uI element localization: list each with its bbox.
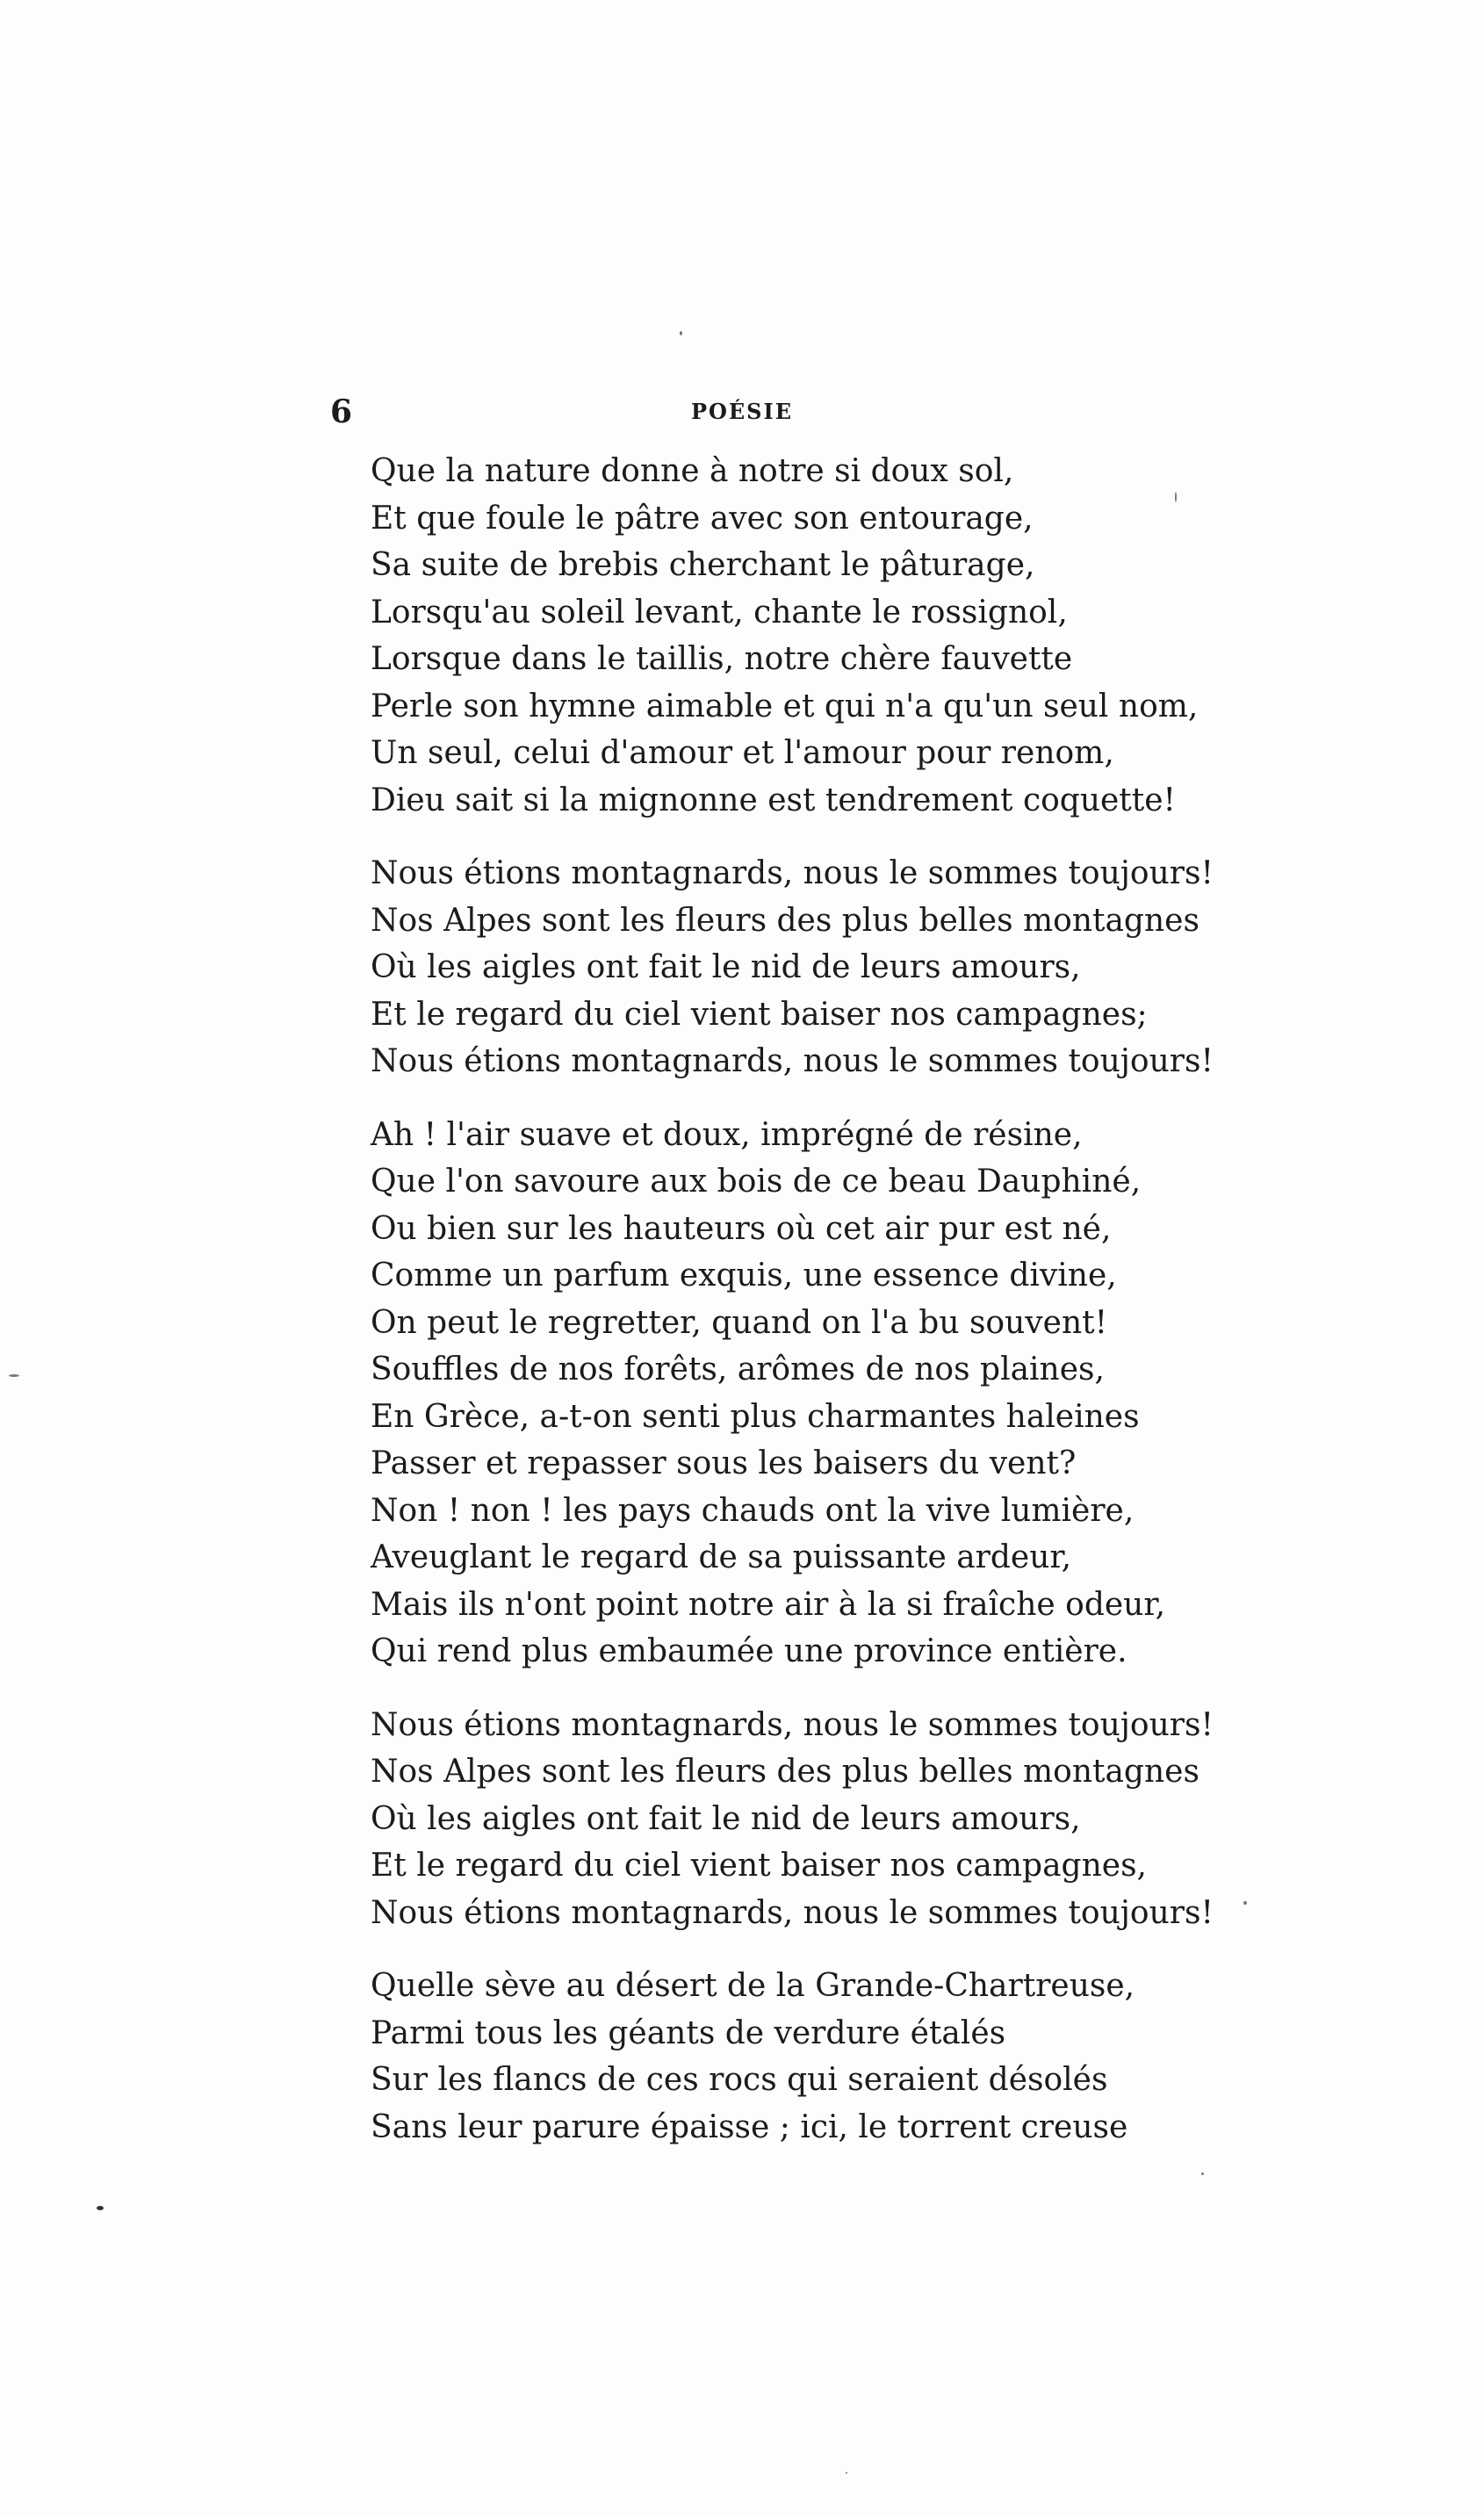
paper-speck (97, 2206, 104, 2210)
verse-line: Sa suite de brebis cherchant le pâturage, (371, 547, 1035, 583)
running-title: POÉSIE (690, 399, 794, 424)
paper-speck (680, 331, 682, 335)
verse-line: Passer et repasser sous les baisers du vent? (371, 1445, 1077, 1481)
verse-line: Et le regard du ciel vient baiser nos campagnes; (371, 996, 1148, 1033)
verse-line: En Grèce, a-t-on senti plus charmantes haleines (371, 1398, 1140, 1435)
stanza-3 (371, 1112, 1249, 1675)
verse-line: Mais ils n'ont point notre air à la si fraîche odeur, (371, 1586, 1166, 1623)
stanza-5 (371, 1963, 1249, 2151)
verse-line: Où les aigles ont fait le nid de leurs amours, (371, 949, 1081, 985)
verse-line: Sans leur parure épaisse ; ici, le torrent creuse (371, 2108, 1128, 2145)
verse-line: Et le regard du ciel vient baiser nos campagnes, (371, 1848, 1147, 1884)
verse-line: Lorsque dans le taillis, notre chère fauvette (371, 641, 1073, 677)
paper-speck (846, 2472, 847, 2474)
stanza-1 (371, 448, 1249, 824)
page-number: 6 (330, 393, 353, 430)
verse-line: Qui rend plus embaumée une province entière. (371, 1633, 1127, 1669)
verse-line: On peut le regretter, quand on l'a bu souvent! (371, 1304, 1108, 1341)
verse-line: Que l'on savoure aux bois de ce beau Dauphiné, (371, 1164, 1142, 1200)
stanza-2 (371, 850, 1249, 1085)
verse-line: Nous étions montagnards, nous le sommes toujours! (371, 1043, 1214, 1079)
paper-speck (1175, 492, 1177, 502)
poem-body (371, 448, 1249, 2177)
paper-speck (1243, 1901, 1247, 1905)
verse-line: Et que foule le pâtre avec son entourage, (371, 500, 1034, 537)
verse-line: Où les aigles ont fait le nid de leurs amours, (371, 1800, 1081, 1837)
verse-line: Aveuglant le regard de sa puissante ardeur, (371, 1539, 1072, 1575)
verse-line: Que la nature donne à notre si doux sol, (371, 453, 1014, 489)
verse-line: Souffles de nos forêts, arômes de nos plaines, (371, 1351, 1105, 1387)
verse-line: Quelle sève au désert de la Grande-Chartreuse, (371, 1968, 1135, 2004)
page-header (0, 393, 1484, 432)
verse-line: Perle son hymne aimable et qui n'a qu'un seul nom, (371, 688, 1199, 724)
verse-line: Comme un parfum exquis, une essence divine, (371, 1258, 1117, 1294)
verse-line: Ah ! l'air suave et doux, imprégné de résine, (371, 1116, 1083, 1153)
verse-line: Nous étions montagnards, nous le sommes toujours! (371, 1706, 1214, 1743)
verse-line: Non ! non ! les pays chauds ont la vive lumière, (371, 1492, 1135, 1529)
verse-line: Ou bien sur les hauteurs où cet air pur est né, (371, 1210, 1112, 1247)
verse-line: Dieu sait si la mignonne est tendrement coquette! (371, 782, 1177, 818)
verse-line: Un seul, celui d'amour et l'amour pour renom, (371, 735, 1114, 771)
verse-line: Nos Alpes sont les fleurs des plus belles montagnes (371, 902, 1199, 939)
stanza-4 (371, 1702, 1249, 1937)
verse-line: Parmi tous les géants de verdure étalés (371, 2014, 1006, 2051)
verse-line: Nos Alpes sont les fleurs des plus belles montagnes (371, 1754, 1199, 1790)
verse-line: Lorsqu'au soleil levant, chante le rossignol, (371, 594, 1068, 631)
verse-line: Nous étions montagnards, nous le sommes toujours! (371, 1894, 1214, 1931)
verse-line: Nous étions montagnards, nous le sommes toujours! (371, 855, 1214, 891)
verse-line: Sur les flancs de ces rocs qui seraient désolés (371, 2062, 1108, 2098)
paper-speck (1201, 2173, 1204, 2175)
paper-speck (9, 1374, 19, 1377)
